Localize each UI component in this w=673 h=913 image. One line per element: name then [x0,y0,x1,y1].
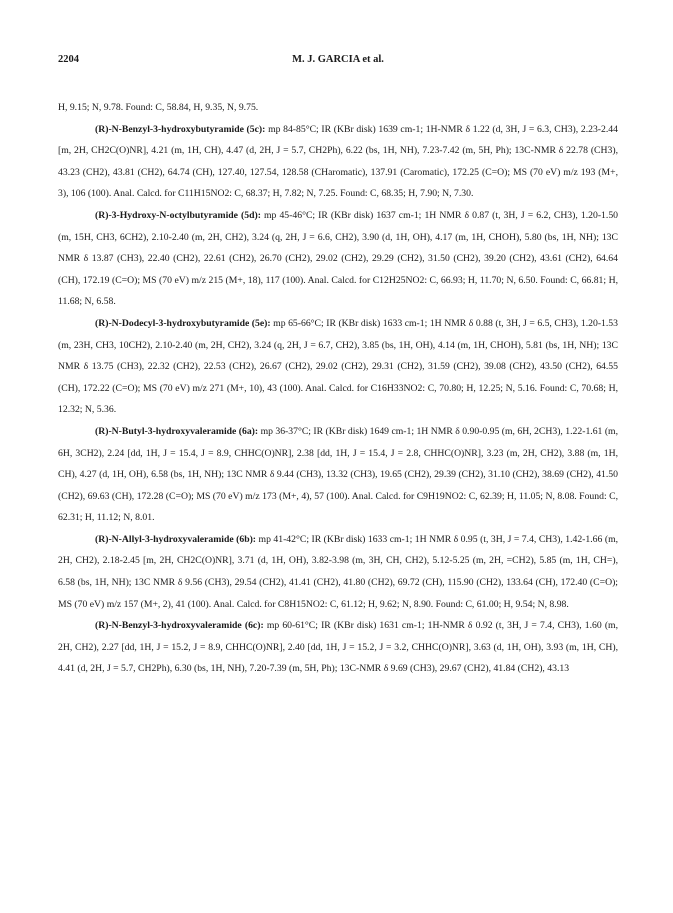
compound-name: (R)-N-Allyl-3-hydroxyvaleramide (6b): [95,533,257,545]
compound-data: mp 36-37°C; IR (KBr disk) 1649 cm-1; 1H NMR δ 0.90-0.95 (m, 6H, 2CH3), 1.22-1.61 (m, 6H, 3CH2), 2.24 [dd, 1H, J = 15.4, J = 8.9, CHHC(O)NR], 2.38 [dd, 1H, J = 15.4, J = 2.8, CHHC(O)NR], 3.23 (m, 2H, CH2), 3.88 (m, 1H, CH), 4.27 (d, 1H, OH), 6.58 (bs, 1H, NH); 13C NMR δ 9.44 (CH3), 13.32 (CH3), 19.65 (CH2), 29.39 (CH2), 31.10 (CH2), 38.69 (CH2), 41.50 (CH2), 69.63 (CH), 172.28 (C=O); MS (70 eV) m/z 173 (M+, 4), 57 (100). Anal. Calcd. for C9H19NO2: C, 62.39; H, 11.05; N, 8.08. Found: C, 62.31; H, 11.12; N, 8.01. [58,425,619,524]
compound-data: mp 84-85°C; IR (KBr disk) 1639 cm-1; 1H-NMR δ 1.22 (d, 3H, J = 6.3, CH3), 2.23-2.44 [m, 2H, CH2C(O)NR], 4.21 (m, 1H, CH), 4.47 (d, 2H, J = 5.7, CH2Ph), 6.22 (bs, 1H, NH), 7.23-7.42 (m, 5H, Ph); 13C-NMR δ 22.78 (CH3), 43.23 (CH2), 43.81 (CH2), 64.74 (CH), 127.40, 127.54, 128.58 (CHaromatic), 137.91 (Caromatic), 172.25 (C=O); MS (70 eV) m/z 193 (M+, 3), 106 (100). Anal. Calcd. for C11H15NO2: C, 68.37; H, 7.82; N, 7.25. Found: C, 68.35; H, 7.90; N, 7.30. [58,123,618,200]
compound-name: (R)-N-Butyl-3-hydroxyvaleramide (6a): [95,425,259,437]
compound-entry-6a [58,421,618,529]
compound-data: mp 60-61°C; IR (KBr disk) 1631 cm-1; 1H-NMR δ 0.92 (t, 3H, J = 7.4, CH3), 1.60 (m, 2H, CH2), 2.27 [dd, 1H, J = 15.2, J = 8.9, CHHC(O)NR], 2.40 [dd, 1H, J = 15.2, J = 3.2, CHHC(O)NR], 3.63 (d, 1H, OH), 3.93 (m, 1H, CH), 4.41 (d, 2H, J = 5.7, CH2Ph), 6.30 (bs, 1H, NH), 7.20-7.39 (m, 5H, Ph); 13C-NMR δ 9.69 (CH3), 29.67 (CH2), 41.84 (CH2), 43.13 [58,620,619,675]
compound-data: mp 41-42°C; IR (KBr disk) 1633 cm-1; 1H NMR δ 0.95 (t, 3H, J = 7.4, CH3), 1.42-1.66 (m, 2H, CH2), 2.18-2.45 [m, 2H, CH2C(O)NR], 3.71 (d, 1H, OH), 3.82-3.98 (m, 3H, CH, CH2), 5.12-5.25 (m, 2H, =CH2), 5.85 (m, 1H, CH=), 6.58 (bs, 1H, NH); 13C NMR δ 9.56 (CH3), 29.54 (CH2), 41.41 (CH2), 41.80 (CH2), 69.72 (CH), 115.90 (CH2), 133.64 (CH), 172.40 (C=O); MS (70 eV) m/z 157 (M+, 2), 41 (100). Anal. Calcd. for C8H15NO2: C, 61.12; H, 9.62; N, 8.90. Found: C, 61.00; H, 9.54; N, 8.98. [58,533,619,610]
compound-data: mp 65-66°C; IR (KBr disk) 1633 cm-1; 1H NMR δ 0.88 (t, 3H, J = 6.5, CH3), 1.20-1.53 (m, 23H, CH3, 10CH2), 2.10-2.40 (m, 2H, CH2), 3.24 (q, 2H, J = 6.7, CH2), 3.85 (bs, 1H, OH), 4.14 (m, 1H, CHOH), 5.81 (bs, 1H, NH); 13C NMR δ 13.75 (CH3), 22.32 (CH2), 22.53 (CH2), 26.67 (CH2), 29.02 (CH2), 29.31 (CH2), 31.59 (CH2), 39.08 (CH2), 43.50 (CH2), 64.55 (CH), 172.22 (C=O); MS (70 eV) m/z 271 (M+, 10), 43 (100). Anal. Calcd. for C16H33NO2: C, 70.80; H, 12.25; N, 5.16. Found: C, 70.68; H, 12.32; N, 5.36. [58,317,618,416]
compound-name: (R)-3-Hydroxy-N-octylbutyramide (5d): [95,209,261,221]
compound-name: (R)-N-Dodecyl-3-hydroxybutyramide (5e): [95,317,271,329]
experimental-text [58,97,618,680]
paragraph-continuation [58,97,618,119]
compound-name: (R)-N-Benzyl-3-hydroxybutyramide (5c): [95,123,266,135]
compound-name: (R)-N-Benzyl-3-hydroxyvaleramide (6c): [95,620,264,632]
compound-entry-5c [58,119,618,205]
compound-entry-5e [58,313,618,421]
page-header [58,54,618,74]
paragraph-text: H, 9.15; N, 9.78. Found: C, 58.84, H, 9.35, N, 9.75. [58,102,259,113]
compound-data: mp 45-46°C; IR (KBr disk) 1637 cm-1; 1H NMR δ 0.87 (t, 3H, J = 6.2, CH3), 1.20-1.50 (m, 15H, CH3, 6CH2), 2.10-2.40 (m, 2H, CH2), 3.24 (q, 2H, J = 6.6, CH2), 3.90 (d, 1H, OH), 4.17 (m, 1H, CHOH), 5.80 (bs, 1H, NH); 13C NMR δ 13.87 (CH3), 22.40 (CH2), 22.61 (CH2), 26.70 (CH2), 29.02 (CH2), 29.29 (CH2), 31.50 (CH2), 39.20 (CH2), 43.61 (CH2), 64.64 (CH), 172.19 (C=O); MS (70 eV) m/z 215 (M+, 18), 117 (100). Anal. Calcd. for C12H25NO2: C, 66.93; H, 11.70; N, 6.50. Found: C, 66.81; H, 11.68; N, 6.58. [58,209,619,308]
running-title: M. J. GARCIA et al. [292,54,384,65]
page-number: 2204 [58,54,79,65]
compound-entry-6c [58,615,618,680]
compound-entry-6b [58,529,618,615]
compound-entry-5d [58,205,618,313]
